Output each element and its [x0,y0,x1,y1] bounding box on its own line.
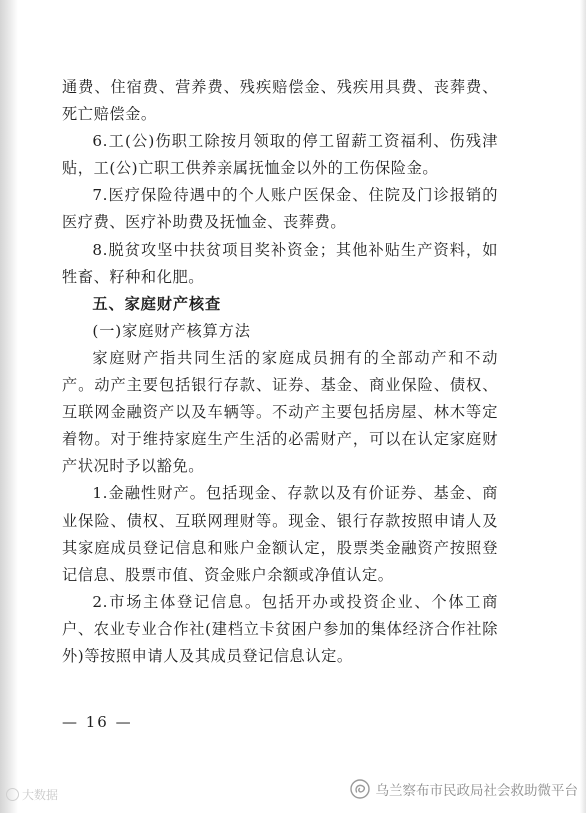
wechat-account-badge[interactable] [350,779,579,799]
watermark [6,786,58,803]
paragraph-continuation: 通费、住宿费、营养费、残疾赔偿金、残疾用具费、丧葬费、死亡赔偿金。 [62,78,498,124]
wechat-official-account-icon [350,779,370,799]
watermark-text: 大数据 [22,788,59,802]
paragraph-item-2: 2.市场主体登记信息。包括开办或投资企业、个体工商户、农业专业合作社(建档立卡贫困户参加的集体经济合作社除外)等按照申请人及其成员登记信息认定。 [62,592,498,665]
paragraph-item-7: 7.医疗保险待遇中的个人账户医保金、住院及门诊报销的医疗费、医疗补助费及抚恤金、丧葬费。 [62,186,498,232]
document-body [62,74,498,670]
watermark-icon [6,788,19,801]
paragraph-item-8: 8.脱贫攻坚中扶贫项目奖补资金；其他补贴生产资料，如牲畜、籽种和化肥。 [62,240,498,286]
paragraph-definition: 家庭财产指共同生活的家庭成员拥有的全部动产和不动产。动产主要包括银行存款、证券、基金、商业保险、债权、互联网金融资产以及车辆等。不动产主要包括房屋、林木等定着物。对于维持家庭生产生活的必需财产，可以在认定家庭财产状况时予以豁免。 [62,348,498,476]
wechat-account-name: 乌兰察布市民政局社会救助微平台 [375,783,578,799]
page-number: — 16 — [62,713,133,731]
paragraph-item-1: 1.金融性财产。包括现金、存款以及有价证券、基金、商业保险、债权、互联网理财等。现金、银行存款按照申请人及其家庭成员登记信息和账户金额认定，股票类金融资产按照登记信息、股票市值、资金账户余额或净值认定。 [62,484,498,584]
scan-shadow-right [580,0,586,813]
footer-bar [0,775,586,813]
scan-shadow-left [0,0,18,813]
subsection-heading: (一)家庭财产核算方法 [92,321,251,340]
section-heading: 五、家庭财产核查 [92,294,222,313]
paragraph-item-6: 6.工(公)伤职工除按月领取的停工留薪工资福利、伤残津贴，工(公)亡职工供养亲属抚恤金以外的工伤保险金。 [62,132,498,178]
